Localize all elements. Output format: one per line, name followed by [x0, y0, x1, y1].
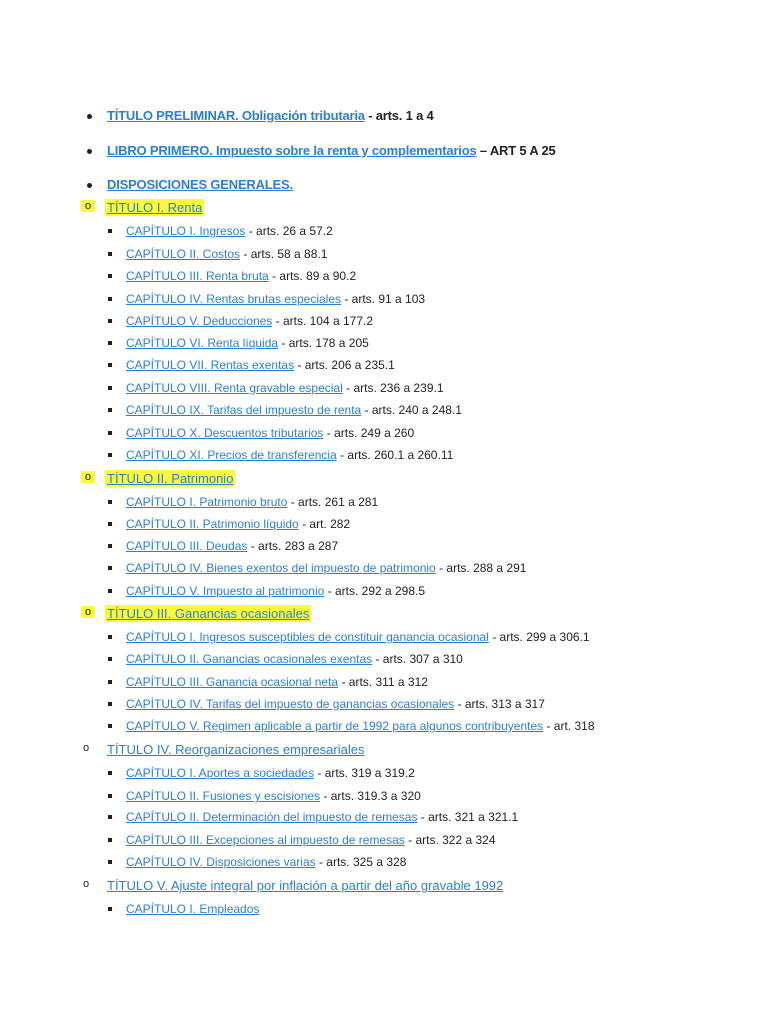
title-marker: o — [83, 878, 90, 890]
chapter-link[interactable]: CAPÍTULO VI. Renta líquida — [126, 336, 279, 350]
chapter-suffix: - arts. 283 a 287 — [247, 539, 339, 553]
chapter-link[interactable]: CAPÍTULO II. Costos — [126, 247, 241, 261]
top-item-link[interactable]: DISPOSICIONES GENERALES. — [107, 177, 293, 192]
chapter-link[interactable]: CAPÍTULO II. Patrimonio líquido — [126, 517, 299, 531]
chapter-item — [126, 224, 333, 238]
title-link[interactable]: TÍTULO V. Ajuste integral por inflación a partir del año gravable 1992 — [107, 878, 504, 893]
chapter-link[interactable]: CAPÍTULO III. Renta bruta — [126, 269, 269, 283]
chapter-link[interactable]: CAPÍTULO III. Deudas — [126, 539, 248, 553]
chapter-item — [126, 358, 395, 372]
chapter-item — [126, 517, 350, 531]
title-item-reorganizaciones — [83, 742, 365, 757]
title-item-ajuste-integral — [83, 878, 504, 893]
chapter-suffix: - arts. 89 a 90.2 — [268, 269, 357, 283]
chapter-item — [126, 336, 369, 350]
chapter-suffix: - arts. 104 a 177.2 — [272, 314, 374, 328]
chapter-link[interactable]: CAPÍTULO IX. Tarifas del impuesto de renta — [126, 403, 362, 417]
top-item-link[interactable]: LIBRO PRIMERO. Impuesto sobre la renta y complementarios — [107, 143, 477, 158]
chapter-item — [126, 697, 545, 711]
chapter-link[interactable]: CAPÍTULO V. Impuesto al patrimonio — [126, 584, 325, 598]
chapter-item — [126, 314, 373, 328]
title-marker: o — [81, 200, 95, 212]
chapter-link[interactable]: CAPÍTULO IV. Disposiciones varias — [126, 855, 316, 869]
chapter-link[interactable]: CAPÍTULO II. Determinación del impuesto de remesas — [126, 810, 418, 824]
chapter-suffix: - arts. 260.1 a 260.11 — [336, 448, 454, 462]
chapter-link[interactable]: CAPÍTULO III. Ganancia ocasional neta — [126, 675, 339, 689]
title-item-patrimonio — [85, 471, 235, 486]
chapter-suffix: - arts. 299 a 306.1 — [488, 630, 590, 644]
chapter-suffix: - arts. 91 a 103 — [341, 292, 426, 306]
chapter-suffix: - arts. 321 a 321.1 — [417, 810, 519, 824]
title-link[interactable]: TÍTULO III. Ganancias ocasionales — [107, 606, 310, 621]
chapter-item — [126, 561, 526, 575]
chapter-suffix: - art. 318 — [543, 719, 595, 733]
chapter-item — [126, 630, 590, 644]
chapter-item — [126, 426, 414, 440]
chapter-item — [126, 495, 378, 509]
top-item-link[interactable]: TÍTULO PRELIMINAR. Obligación tributaria — [107, 108, 365, 123]
chapter-suffix: - arts. 240 a 248.1 — [361, 403, 462, 417]
chapter-item — [126, 247, 327, 261]
chapter-item — [126, 675, 428, 689]
chapter-link[interactable]: CAPÍTULO I. Aportes a sociedades — [126, 766, 315, 780]
chapter-link[interactable]: CAPÍTULO V. Regimen aplicable a partir de 1992 para algunos contribuyentes — [126, 719, 544, 733]
chapter-link[interactable]: CAPÍTULO VIII. Renta gravable especial — [126, 381, 343, 395]
chapter-link[interactable]: CAPÍTULO I. Empleados — [126, 902, 260, 916]
chapter-link[interactable]: CAPÍTULO IV. Rentas brutas especiales — [126, 292, 341, 306]
top-item-suffix: - arts. 1 a 4 — [364, 108, 434, 123]
chapter-suffix: - arts. 325 a 328 — [315, 855, 407, 869]
title-marker: o — [81, 606, 95, 618]
chapter-item — [126, 789, 421, 803]
chapter-link[interactable]: CAPÍTULO VII. Rentas exentas — [126, 358, 295, 372]
title-marker: o — [83, 742, 90, 754]
chapter-suffix: - art. 282 — [298, 517, 351, 531]
chapter-item — [126, 269, 356, 283]
chapter-link[interactable]: CAPÍTULO XI. Precios de transferencia — [126, 448, 337, 462]
chapter-item — [126, 539, 338, 553]
chapter-suffix: - arts. 322 a 324 — [404, 833, 496, 847]
chapter-suffix: - arts. 288 a 291 — [435, 561, 527, 575]
chapter-item — [126, 810, 518, 824]
chapter-suffix: - arts. 249 a 260 — [323, 426, 415, 440]
chapter-suffix: - arts. 206 a 235.1 — [294, 358, 395, 372]
chapter-link[interactable]: CAPÍTULO II. Fusiones y escisiones — [126, 789, 321, 803]
chapter-suffix: - arts. 58 a 88.1 — [240, 247, 328, 261]
chapter-item — [126, 448, 453, 462]
chapter-item — [126, 766, 415, 780]
top-item-titulo-preliminar — [107, 108, 434, 123]
chapter-item — [126, 719, 595, 733]
chapter-link[interactable]: CAPÍTULO IV. Tarifas del impuesto de ganancias ocasionales — [126, 697, 455, 711]
chapter-suffix: - arts. 311 a 312 — [338, 675, 428, 689]
top-item-libro-primero — [107, 143, 556, 158]
title-item-renta — [85, 200, 204, 215]
chapter-suffix: - arts. 26 a 57.2 — [245, 224, 333, 238]
chapter-item — [126, 652, 463, 666]
chapter-item — [126, 584, 425, 598]
chapter-link[interactable]: CAPÍTULO I. Ingresos — [126, 224, 246, 238]
chapter-item — [126, 403, 462, 417]
chapter-link[interactable]: CAPÍTULO X. Descuentos tributarios — [126, 426, 324, 440]
top-item-disposiciones-generales — [107, 177, 293, 192]
chapter-suffix: - arts. 261 a 281 — [287, 495, 379, 509]
title-link[interactable]: TÍTULO IV. Reorganizaciones empresariales — [107, 742, 365, 757]
chapter-suffix: - arts. 319.3 a 320 — [320, 789, 421, 803]
chapter-suffix: - arts. 178 a 205 — [278, 336, 369, 350]
chapter-suffix: - arts. 313 a 317 — [454, 697, 545, 711]
chapter-item — [126, 292, 425, 306]
top-item-suffix: – ART 5 A 25 — [476, 143, 556, 158]
chapter-link[interactable]: CAPÍTULO III. Excepciones al impuesto de remesas — [126, 833, 405, 847]
chapter-link[interactable]: CAPÍTULO I. Patrimonio bruto — [126, 495, 288, 509]
chapter-suffix: - arts. 292 a 298.5 — [324, 584, 426, 598]
chapter-item — [126, 833, 496, 847]
chapter-link[interactable]: CAPÍTULO II. Ganancias ocasionales exentas — [126, 652, 373, 666]
chapter-item — [126, 381, 444, 395]
chapter-suffix: - arts. 319 a 319.2 — [314, 766, 415, 780]
title-link[interactable]: TÍTULO I. Renta — [107, 200, 203, 215]
chapter-link[interactable]: CAPÍTULO I. Ingresos susceptibles de constituir ganancia ocasional — [126, 630, 489, 644]
chapter-link[interactable]: CAPÍTULO IV. Bienes exentos del impuesto de patrimonio — [126, 561, 436, 575]
chapter-suffix: - arts. 236 a 239.1 — [342, 381, 444, 395]
title-marker: o — [81, 471, 95, 483]
chapter-link[interactable]: CAPÍTULO V. Deducciones — [126, 314, 273, 328]
chapter-item — [126, 855, 406, 869]
title-item-ganancias-ocasionales — [85, 606, 311, 621]
chapter-suffix: - arts. 307 a 310 — [372, 652, 463, 666]
title-link[interactable]: TÍTULO II. Patrimonio — [107, 471, 234, 486]
chapter-item — [126, 902, 259, 916]
